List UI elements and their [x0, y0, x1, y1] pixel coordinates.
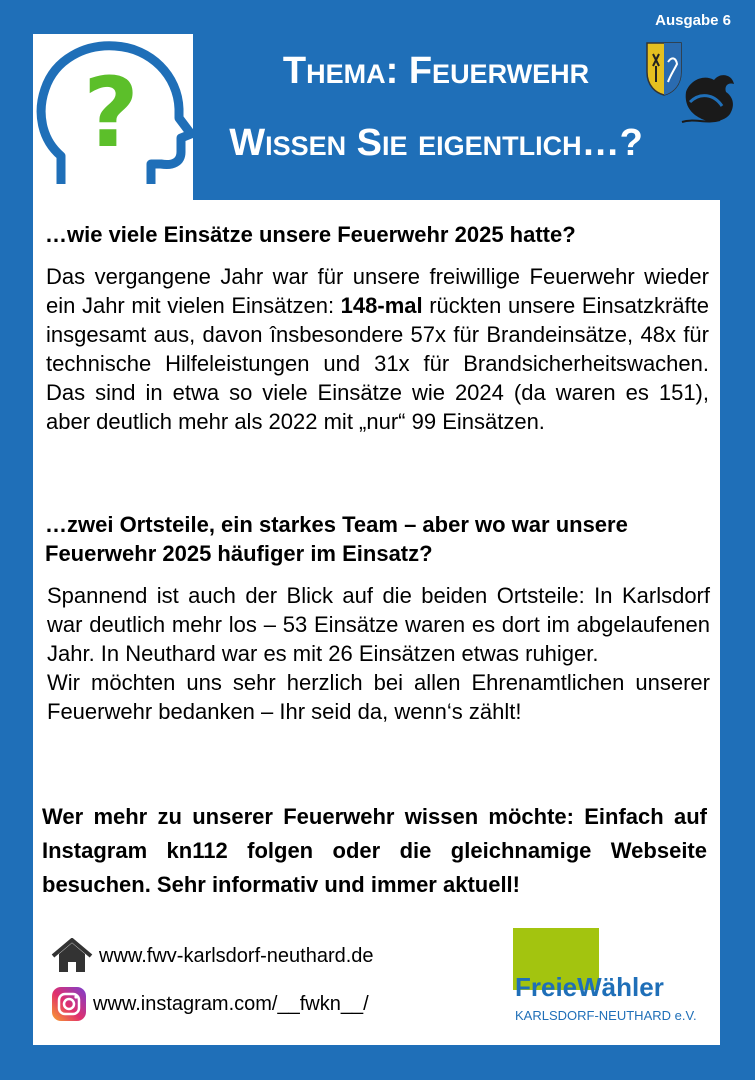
issue-label: Ausgabe 6	[655, 12, 731, 29]
lion-icon	[680, 62, 740, 130]
house-icon	[51, 938, 93, 974]
freie-waehler-logo	[513, 928, 713, 1032]
question-1: …wie viele Einsätze unsere Feuerwehr 2025 hatte?	[45, 222, 576, 247]
svg-text:?: ?	[83, 57, 139, 169]
answer-2-paragraph-2: Wir möchten uns sehr herzlich bei allen Ehrenamtlichen unserer Feuerwehr bedanken – Ihr seid da, wenn‘s zählt!	[47, 670, 710, 724]
logo-subtitle: KARLSDORF-NEUTHARD e.V.	[515, 1008, 697, 1023]
website-link[interactable]: www.fwv-karlsdorf-neuthard.de	[51, 938, 374, 974]
logo-name: FreieWähler	[515, 972, 664, 1002]
content-panel	[33, 200, 720, 1045]
page-title: Thema: Feuerwehr	[282, 50, 590, 92]
answer-1: Das vergangene Jahr war für unsere freiwillige Feuerwehr wieder ein Jahr mit vielen Einsätzen: 148-mal rückten unsere Einsatzkräfte insgesamt aus, davon însbesondere 57x für Brandeinsätze, 48x für technische Hilfeleistungen und 31x für Brandsicherheitswachen. Das sind in etwa so viele Einsätze wie 2024 (da waren es 151), aber deutlich mehr als 2022 mit „nur“ 99 Einsätzen.	[46, 264, 709, 434]
coat-of-arms-icon	[646, 42, 682, 96]
answer-2-paragraph-1: Spannend ist auch der Blick auf die beiden Ortsteile: In Karlsdorf war deutlich mehr los – 53 Einsätze waren es dort im abgelaufenen Jahr. In Neuthard war es mit 26 Einsätzen etwas ruhiger.	[47, 583, 710, 666]
question-2: …zwei Ortsteile, ein starkes Team – aber wo war unsere Feuerwehr 2025 häufiger im Einsatz?	[45, 512, 628, 566]
instagram-icon	[51, 986, 87, 1022]
instagram-link[interactable]: www.instagram.com/__fwkn__/	[51, 986, 369, 1022]
answer-2	[47, 581, 710, 726]
call-to-action: Wer mehr zu unserer Feuerwehr wissen möchte: Einfach auf Instagram kn112 folgen oder die gleichnamige Webseite besuchen. Sehr informativ und immer aktuell!	[42, 804, 707, 897]
highlight-count: 148-mal	[340, 293, 423, 318]
page-subtitle: Wissen Sie eigentlich…?	[229, 122, 643, 164]
head-question-icon	[33, 34, 193, 201]
